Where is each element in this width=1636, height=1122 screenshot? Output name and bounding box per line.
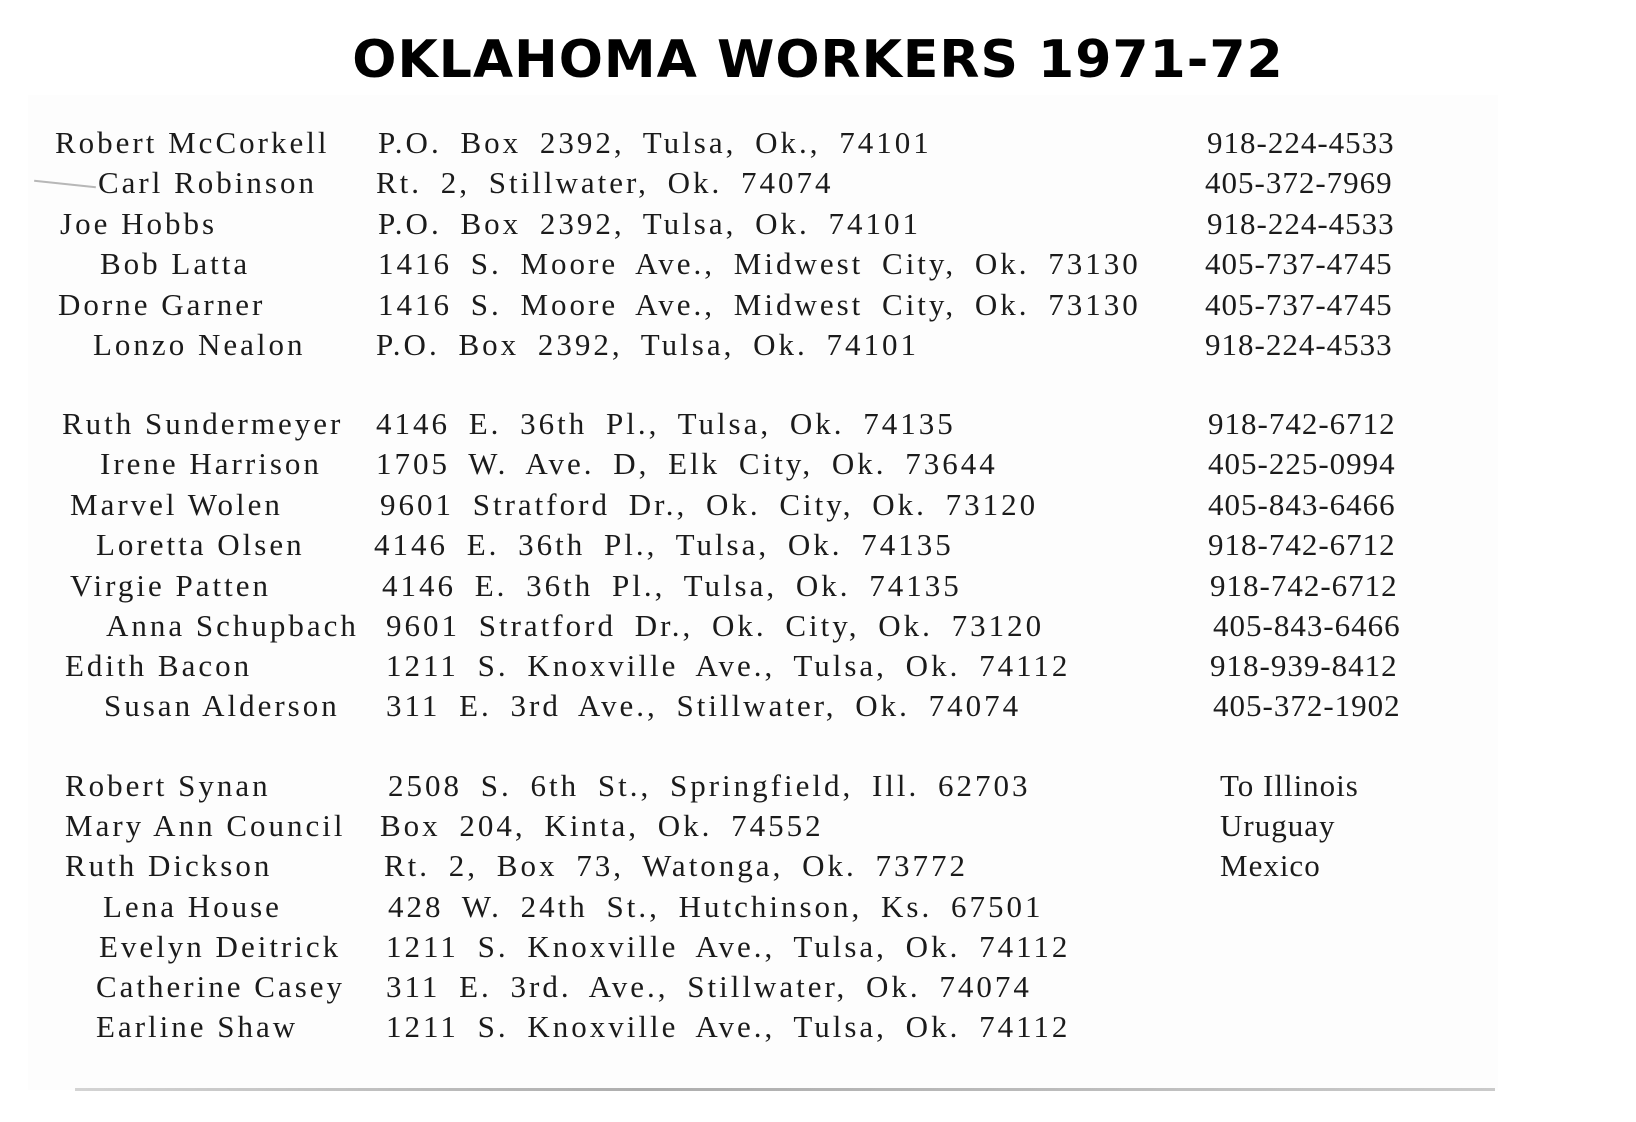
worker-name: Irene Harrison [100,446,322,481]
worker-phone: 405-372-7969 [1205,165,1393,200]
worker-address: 4146 E. 36th Pl., Tulsa, Ok. 74135 [382,568,962,603]
worker-address: P.O. Box 2392, Tulsa, Ok. 74101 [376,327,919,362]
worker-address: 311 E. 3rd Ave., Stillwater, Ok. 74074 [386,688,1022,723]
worker-phone: To Illinois [1220,768,1359,803]
worker-name: Ruth Dickson [65,848,273,883]
worker-phone: 405-843-6466 [1208,487,1396,522]
worker-name: Lena House [103,889,282,924]
worker-name: Susan Alderson [104,688,340,723]
worker-phone: 918-224-4533 [1205,327,1393,362]
worker-address: P.O. Box 2392, Tulsa, Ok., 74101 [378,125,932,160]
worker-phone: 405-737-4745 [1205,246,1393,281]
worker-phone: Mexico [1220,848,1321,883]
worker-name: Earline Shaw [96,1009,299,1044]
worker-name: Joe Hobbs [60,206,218,241]
worker-name: Carl Robinson [98,165,317,200]
worker-name: Anna Schupbach [106,608,359,643]
worker-phone: 918-742-6712 [1210,568,1398,603]
worker-address: 1416 S. Moore Ave., Midwest City, Ok. 73130 [378,246,1141,281]
page-title: OKLAHOMA WORKERS 1971-72 [352,30,1284,90]
worker-phone: 405-372-1902 [1213,688,1401,723]
worker-name: Robert McCorkell [55,125,330,160]
worker-phone: Uruguay [1220,808,1336,843]
worker-name: Catherine Casey [96,969,346,1004]
worker-phone: 918-742-6712 [1208,406,1396,441]
worker-address: 2508 S. 6th St., Springfield, Ill. 62703 [388,768,1031,803]
worker-phone: 405-843-6466 [1213,608,1401,643]
worker-address: 9601 Stratford Dr., Ok. City, Ok. 73120 [380,487,1039,522]
worker-address: 1211 S. Knoxville Ave., Tulsa, Ok. 74112 [386,648,1071,683]
worker-name: Bob Latta [100,246,251,281]
worker-name: Evelyn Deitrick [99,929,342,964]
worker-phone: 918-224-4533 [1207,206,1395,241]
worker-phone: 918-224-4533 [1207,125,1395,160]
worker-address: 1211 S. Knoxville Ave., Tulsa, Ok. 74112 [386,1009,1071,1044]
worker-address: Box 204, Kinta, Ok. 74552 [380,808,824,843]
worker-address: 311 E. 3rd. Ave., Stillwater, Ok. 74074 [386,969,1032,1004]
worker-address: P.O. Box 2392, Tulsa, Ok. 74101 [378,206,921,241]
worker-address: Rt. 2, Stillwater, Ok. 74074 [376,165,834,200]
worker-phone: 405-737-4745 [1205,287,1393,322]
worker-address: 4146 E. 36th Pl., Tulsa, Ok. 74135 [374,527,954,562]
worker-address: 9601 Stratford Dr., Ok. City, Ok. 73120 [386,608,1045,643]
worker-address: 1416 S. Moore Ave., Midwest City, Ok. 73130 [378,287,1141,322]
worker-name: Mary Ann Council [65,808,346,843]
worker-name: Robert Synan [65,768,271,803]
worker-phone: 918-939-8412 [1210,648,1398,683]
worker-address: 428 W. 24th St., Hutchinson, Ks. 67501 [388,889,1044,924]
worker-address: Rt. 2, Box 73, Watonga, Ok. 73772 [384,848,968,883]
worker-address: 4146 E. 36th Pl., Tulsa, Ok. 74135 [376,406,956,441]
worker-phone: 405-225-0994 [1208,446,1396,481]
worker-name: Edith Bacon [65,648,253,683]
worker-name: Lonzo Nealon [93,327,306,362]
worker-name: Dorne Garner [58,287,266,322]
worker-name: Loretta Olsen [96,527,305,562]
worker-phone: 918-742-6712 [1208,527,1396,562]
worker-name: Ruth Sundermeyer [62,406,344,441]
worker-address: 1211 S. Knoxville Ave., Tulsa, Ok. 74112 [386,929,1071,964]
worker-name: Marvel Wolen [70,487,283,522]
worker-address: 1705 W. Ave. D, Elk City, Ok. 73644 [376,446,998,481]
worker-name: Virgie Patten [70,568,272,603]
